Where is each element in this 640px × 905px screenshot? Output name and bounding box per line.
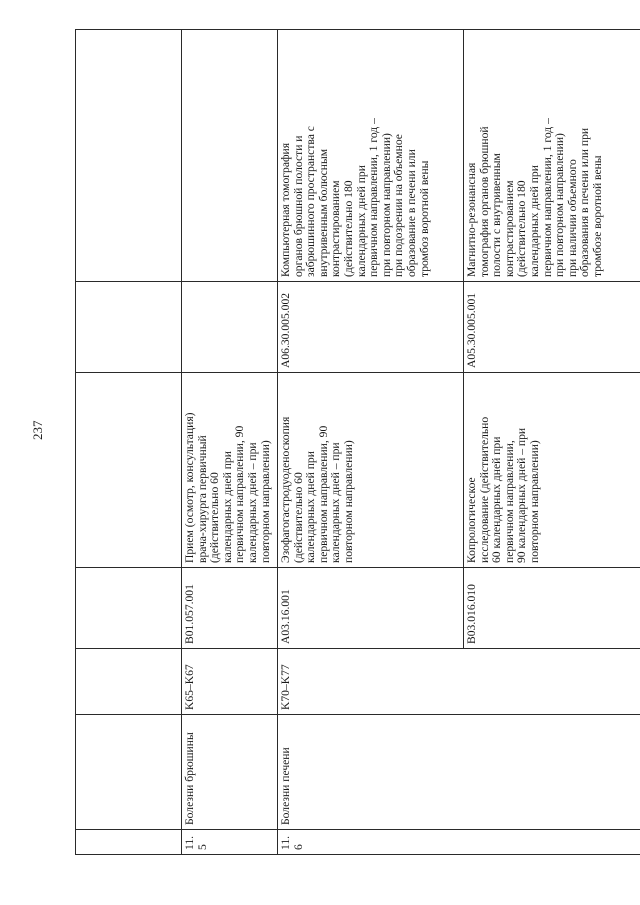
cell-disease: Болезни печени: [278, 715, 640, 830]
cell-research: [182, 30, 278, 282]
cell-service: Копрологическое исследование (действительно 60 календарных дней при первичном направлении, 90 календарных дней – при повторном направлении): [464, 373, 640, 568]
table-row: [182, 30, 278, 855]
table-row: [278, 30, 464, 855]
rotated-table-wrapper: [75, 30, 604, 855]
cell-research-code: [76, 282, 182, 373]
cell-service: Прием (осмотр, консультация) врача-хирурга первичный (действительно 60 календарных дней при первичном направлении, 90 календарных дней – при повторном направлении): [182, 373, 278, 568]
cell-icd: K70–K77: [278, 649, 640, 715]
cell-no: 11.5: [182, 830, 278, 855]
cell-service-code: [76, 568, 182, 649]
cell-no: [76, 830, 182, 855]
cell-no: 11.6: [278, 830, 640, 855]
cell-research-code: A06.30.005.002: [278, 282, 464, 373]
cell-service-code: B03.016.010: [464, 568, 640, 649]
cell-service: [76, 373, 182, 568]
cell-disease: [76, 715, 182, 830]
cell-research: Компьютерная томография органов брюшной полости и забрюшинного пространства с внутривенным болюсным контрастированием (действительно 180 календарных дней при первичном направлении, 1 год – при повторном направлении) при подозрении на объемное образование в печени или тромбоз воротной вены: [278, 30, 464, 282]
cell-service: Эзофагогастродуоденоскопия (действительно 60 календарных дней при первичном направлении, 90 календарных дней – при повторном направлении): [278, 373, 464, 568]
cell-icd: [76, 649, 182, 715]
cell-service-code: B01.057.001: [182, 568, 278, 649]
medical-standards-table: [75, 29, 640, 855]
cell-icd: K65–K67: [182, 649, 278, 715]
table-row-continued: [76, 30, 182, 855]
cell-research: Магнитно-резонансная томография органов брюшной полости с внутривенным контрастированием (действительно 180 календарных дней при первичном направлении, 1 год – при повторном направлении) при наличии объемного образования в печени или при тромбозе воротной вены: [464, 30, 640, 282]
cell-research: [76, 30, 182, 282]
cell-disease: Болезни брюшины: [182, 715, 278, 830]
cell-research-code: [182, 282, 278, 373]
page-number: 237: [30, 420, 45, 440]
cell-research-code: A05.30.005.001: [464, 282, 640, 373]
cell-service-code: A03.16.001: [278, 568, 464, 649]
